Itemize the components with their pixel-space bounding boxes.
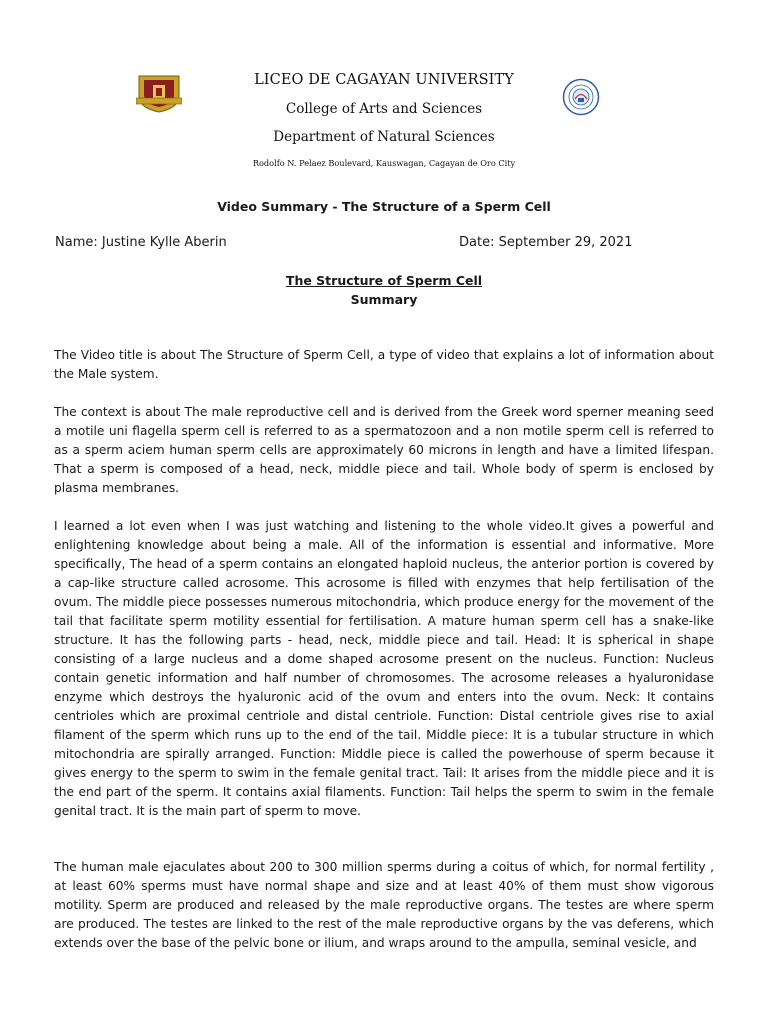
student-name: Name: Justine Kylle Aberin xyxy=(55,235,227,250)
university-address: Rodolfo N. Pelaez Boulevard, Kauswagan, Cagayan de Oro City xyxy=(252,158,516,168)
paragraph-fertility: The human male ejaculates about 200 to 300 million sperms during a coitus of which, for normal fertility , at least 60% sperms must have normal shape and size and at least 40% of them must show vigorous motility. Sperm are produced and released by the male reproductive organs. The testes are where sperm are produced. The testes are linked to the rest of the male reproductive organs by the vas deferens, which extends over the base of the pelvic bone or ilium, and wraps around to the ampulla, seminal vesicle, and xyxy=(54,860,714,950)
document-title: Video Summary - The Structure of a Sperm Cell xyxy=(217,199,551,214)
submission-date: Date: September 29, 2021 xyxy=(459,235,633,250)
college-name: College of Arts and Sciences xyxy=(285,101,483,117)
paragraph-context: The context is about The male reproductive cell and is derived from the Greek word sperner meaning seed a motile uni flagella sperm cell is referred to as a spermatozoon and a non motile sperm cell is referred to as a sperm aciem human sperm cells are approximately 60 microns in length and have a limited lifespan. That a sperm is composed of a head, neck, middle piece and tail. Whole body of sperm is enclosed by plasma membranes. xyxy=(54,405,714,495)
university-name: LICEO DE CAGAYAN UNIVERSITY xyxy=(254,72,514,88)
department-name: Department of Natural Sciences xyxy=(273,129,495,145)
section-subtitle: Summary xyxy=(350,292,418,307)
paragraph-learnings: I learned a lot even when I was just watching and listening to the whole video.It gives a powerful and enlightening knowledge about being a male. All of the information is essential and informative. More specifically, The head of a sperm contains an elongated haploid nucleus, the anterior portion is covered by a cap-like structure called acrosome. This acrosome is filled with enzymes that help fertilisation of the ovum. The middle piece possesses numerous mitochondria, which produce energy for the movement of the tail that facilitate sperm motility essential for fertilisation. A mature human sperm cell has a snake-like structure. It has the following parts - head, neck, middle piece and tail. Head: It is spherical in shape consisting of a large nucleus and a dome shaped acrosome present on the nucleus. Function: Nucleus contain genetic information and half number of chromosomes. The acrosome releases a hyaluronidase enzyme which destroys the hyaluronic acid of the ovum and enters into the ovum. Neck: It contains centrioles which are proximal centriole and distal centriole. Function: Distal centriole gives rise to axial filament of the sperm which runs up to the end of the tail. Middle piece: It is a tubular structure in which mitochondria are spirally arranged. Function: Middle piece is called the powerhouse of sperm because it gives energy to the sperm to swim in the female genital tract. Tail: It arises from the middle piece and it is the end part of the sperm. It contains axial filaments. Function: Tail helps the sperm to swim in the female genital tract. It is the main part of sperm to move. xyxy=(54,519,714,818)
section-title: The Structure of Sperm Cell xyxy=(285,273,483,288)
paragraph-intro: The Video title is about The Structure of Sperm Cell, a type of video that explains a lot of information about the Male system. xyxy=(54,348,714,381)
